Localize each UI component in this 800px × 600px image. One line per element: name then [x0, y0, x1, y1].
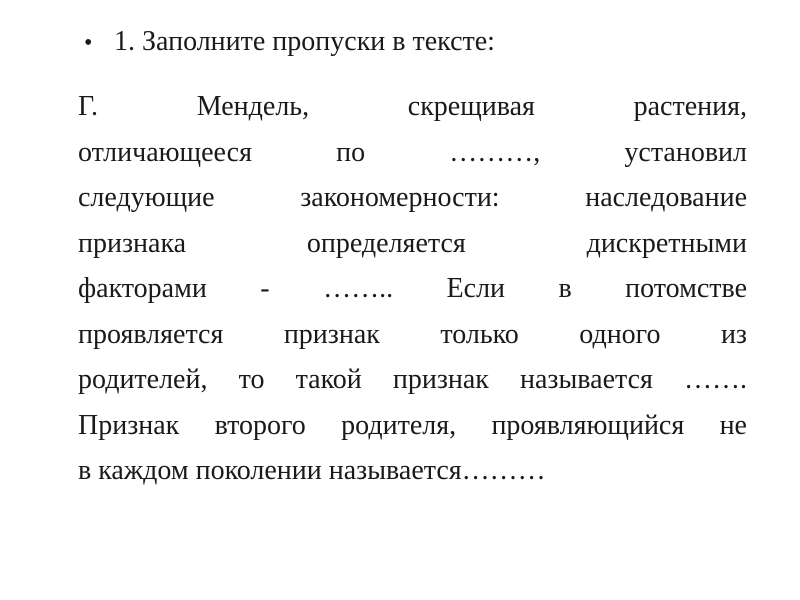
text-line: родителей, то такой признак называется ……. [78, 364, 747, 395]
text-line: в каждом поколении называется……… [78, 455, 546, 486]
text-line: проявляется признак только одного из [78, 318, 747, 350]
task-title: 1. Заполните пропуски в тексте: [114, 26, 495, 57]
text-line: Г. Мендель, скрещивая растения, [78, 91, 747, 122]
text-line: факторами - …….. Если в потомстве [78, 273, 747, 304]
bullet-icon: • [84, 30, 93, 56]
task-heading [84, 22, 495, 63]
text-line: следующие закономерности: наследование [78, 182, 747, 213]
text-line: Признак второго родителя, проявляющийся не [78, 409, 747, 441]
text-line: отличающееся по ………, установил [78, 136, 747, 168]
text-line: признака определяется дискретными [78, 227, 747, 259]
fill-in-text [78, 84, 747, 494]
